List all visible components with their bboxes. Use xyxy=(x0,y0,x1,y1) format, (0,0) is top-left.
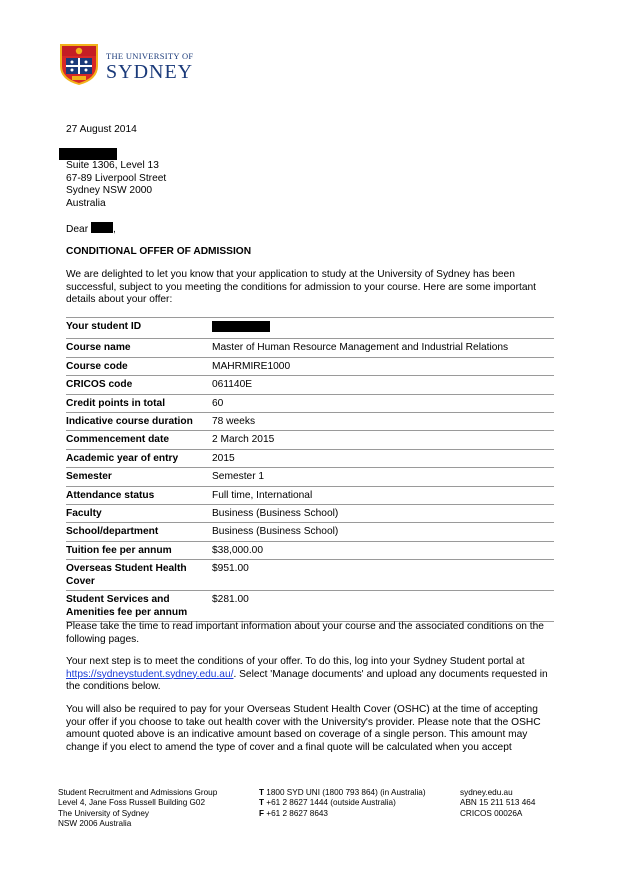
detail-label: Commencement date xyxy=(66,431,212,449)
footer-line: NSW 2006 Australia xyxy=(58,819,132,829)
detail-label: CRICOS code xyxy=(66,376,212,394)
university-logo xyxy=(58,42,193,86)
detail-value: 061140E xyxy=(212,376,554,394)
footer-line: sydney.edu.au xyxy=(460,788,513,797)
redacted-student-id xyxy=(212,321,270,332)
table-row xyxy=(66,376,554,394)
table-row xyxy=(66,505,554,523)
table-row xyxy=(66,357,554,375)
salutation xyxy=(66,222,556,237)
phone-number: 1800 SYD UNI (1800 793 864) (in Australia) xyxy=(266,788,426,797)
footer-line xyxy=(259,798,454,808)
paragraph-next-step xyxy=(66,656,556,694)
salutation-suffix: , xyxy=(112,224,116,235)
table-row xyxy=(66,449,554,467)
detail-label: Credit points in total xyxy=(66,394,212,412)
footer-line: Level 4, Jane Foss Russell Building G02 xyxy=(58,798,205,808)
university-crest-icon xyxy=(58,42,100,86)
detail-label: Course name xyxy=(66,339,212,357)
table-row xyxy=(66,318,554,339)
table-row xyxy=(66,394,554,412)
phone-prefix: T xyxy=(259,788,265,797)
table-row xyxy=(66,413,554,431)
recipient-address xyxy=(66,160,556,210)
detail-label: Your student ID xyxy=(66,318,212,339)
footer-line: CRICOS 00026A xyxy=(460,808,523,818)
footer-line xyxy=(259,809,454,819)
table-row xyxy=(66,486,554,504)
detail-value: Full time, International xyxy=(212,486,554,504)
address-line: Australia xyxy=(66,197,106,209)
detail-label: Faculty xyxy=(66,505,212,523)
detail-value: Business (Business School) xyxy=(212,523,554,541)
redacted-name xyxy=(59,148,117,160)
detail-label: Indicative course duration xyxy=(66,413,212,431)
detail-value: 2015 xyxy=(212,449,554,467)
detail-value: Semester 1 xyxy=(212,468,554,486)
detail-label: Academic year of entry xyxy=(66,449,212,467)
detail-value: $951.00 xyxy=(212,560,554,591)
table-row xyxy=(66,541,554,559)
detail-label: Course code xyxy=(66,357,212,375)
footer-line: ABN 15 211 513 464 xyxy=(460,798,536,808)
fax-prefix: F xyxy=(259,808,265,818)
para2-text-before: Your next step is to meet the conditions of your offer. To do this, log into your Sydney Student portal at xyxy=(66,656,525,667)
salutation-prefix: Dear xyxy=(66,224,89,235)
table-row xyxy=(66,468,554,486)
detail-label: Student Services and Amenities fee per annum xyxy=(66,591,212,622)
detail-label: Semester xyxy=(66,468,212,486)
para2-text-after: . Select 'Manage documents' and upload any documents requested in the conditions below. xyxy=(66,668,548,693)
table-row xyxy=(66,339,554,357)
detail-label: School/department xyxy=(66,523,212,541)
detail-value: $281.00 xyxy=(212,591,554,622)
table-row xyxy=(66,560,554,591)
detail-value: Business (Business School) xyxy=(212,505,554,523)
table-row xyxy=(66,523,554,541)
letter-heading: CONDITIONAL OFFER OF ADMISSION xyxy=(66,246,252,257)
detail-value: $38,000.00 xyxy=(212,541,554,559)
address-line: Sydney NSW 2000 xyxy=(66,185,153,197)
footer-line xyxy=(259,788,454,798)
detail-label: Attendance status xyxy=(66,486,212,504)
address-line: 67-89 Liverpool Street xyxy=(66,172,167,184)
phone-prefix: T xyxy=(259,798,265,808)
letter-date: 27 August 2014 xyxy=(66,124,137,135)
paragraph-read-info: Please take the time to read important information about your course and the associated conditions on the following pages. xyxy=(66,621,544,645)
phone-number: +61 2 8627 1444 (outside Australia) xyxy=(266,798,396,808)
detail-label: Overseas Student Health Cover xyxy=(66,560,212,591)
redacted-recipient xyxy=(91,222,113,233)
detail-label: Tuition fee per annum xyxy=(66,541,212,559)
detail-value xyxy=(212,318,554,339)
paragraph-oshc: You will also be required to pay for your Overseas Student Health Cover (OSHC) at the time of accepting your offer if you choose to take out health cover with the University's provider. Please note that the OSHC amount quoted above is an indicative amount based on coverage of a single person. This amount may change if you elect to amend the type of cover and a final quote will be calculated when you accept xyxy=(66,704,541,753)
detail-value: 78 weeks xyxy=(212,413,554,431)
footer-address xyxy=(58,788,253,830)
detail-value: 2 March 2015 xyxy=(212,431,554,449)
table-row xyxy=(66,431,554,449)
footer-contact xyxy=(259,788,454,819)
footer-line: Student Recruitment and Admissions Group xyxy=(58,788,218,797)
footer-identifiers xyxy=(460,788,580,819)
intro-paragraph: We are delighted to let you know that your application to study at the University of Sydney has been successful, subject to you meeting the conditions for admission to your course. Here are some important details about your offer: xyxy=(66,269,536,306)
offer-details-table xyxy=(66,317,554,622)
logo-line2: SYDNEY xyxy=(106,60,194,83)
address-line: Suite 1306, Level 13 xyxy=(66,160,159,171)
detail-value: MAHRMIRE1000 xyxy=(212,357,554,375)
fax-number: +61 2 8627 8643 xyxy=(266,808,328,818)
table-row xyxy=(66,591,554,622)
detail-value: Master of Human Resource Management and Industrial Relations xyxy=(212,339,554,357)
detail-value: 60 xyxy=(212,394,554,412)
logo-line1: THE UNIVERSITY OF xyxy=(106,51,194,61)
sydney-student-portal-link[interactable]: https://sydneystudent.sydney.edu.au/ xyxy=(66,668,234,680)
footer-line: The University of Sydney xyxy=(58,808,150,818)
